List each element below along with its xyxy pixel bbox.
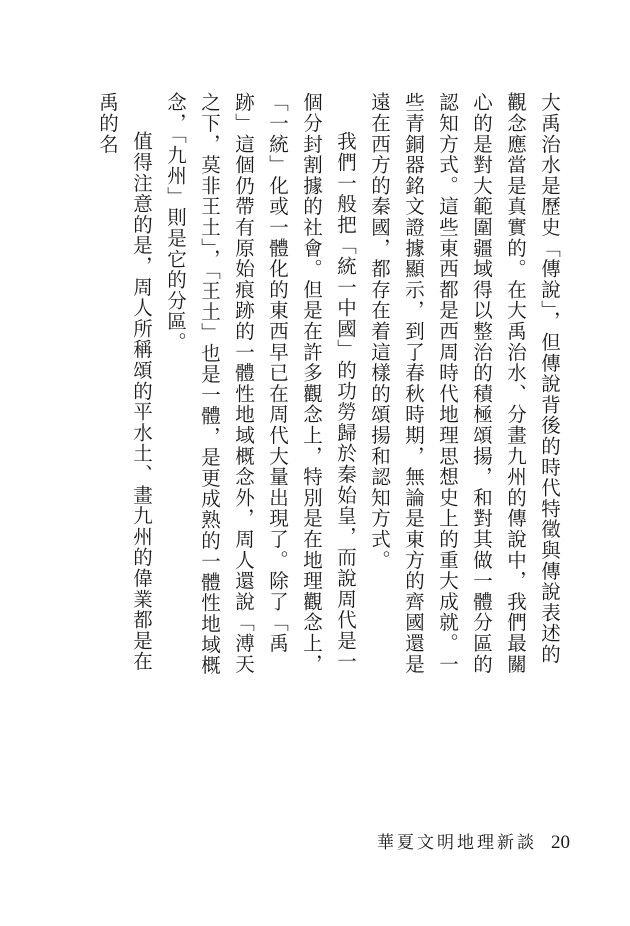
paragraph-unification: 我們一般把「統一中國」的功勞歸於秦始皇，而說周代是一個分封割據的社會。但是在許多觀念上，特別是在地理觀念上，「一統」化或一體化的東西早已在周代大量出現了。除了「禹跡」這個仍帶有原始痕跡的一體性地域概念外，周人還說「溥天之下，莫非王土」，「王土」也是一體，是更成熟的一體性地域概念，「九州」則是它的分區。 (164, 92, 357, 676)
running-title: 華夏文明地理新談 (377, 833, 537, 853)
vertical-body-text (90, 92, 566, 682)
page-number: 20 (551, 832, 570, 853)
paragraph-yu-legend: 大禹治水是歷史「傳說」，但傳說背後的時代特徵與傳說表述的觀念應當是真實的。在大禹治水、分畫九州的傳說中，我們最關心的是對大範圍疆域得以整治的積極頌揚，和對其做一體分區的認知方式。這些東西都是西周時代地理思想史上的重大成就。一些青銅器銘文證據顯示，到了春秋時期，無論是東方的齊國還是遠在西方的秦國，都存在着這樣的頌揚和認知方式。 (368, 92, 561, 675)
paragraph-noteworthy: 值得注意的是，周人所稱頌的平水土、畫九州的偉業都是在禹的名 (96, 92, 153, 672)
page-footer (360, 828, 570, 854)
